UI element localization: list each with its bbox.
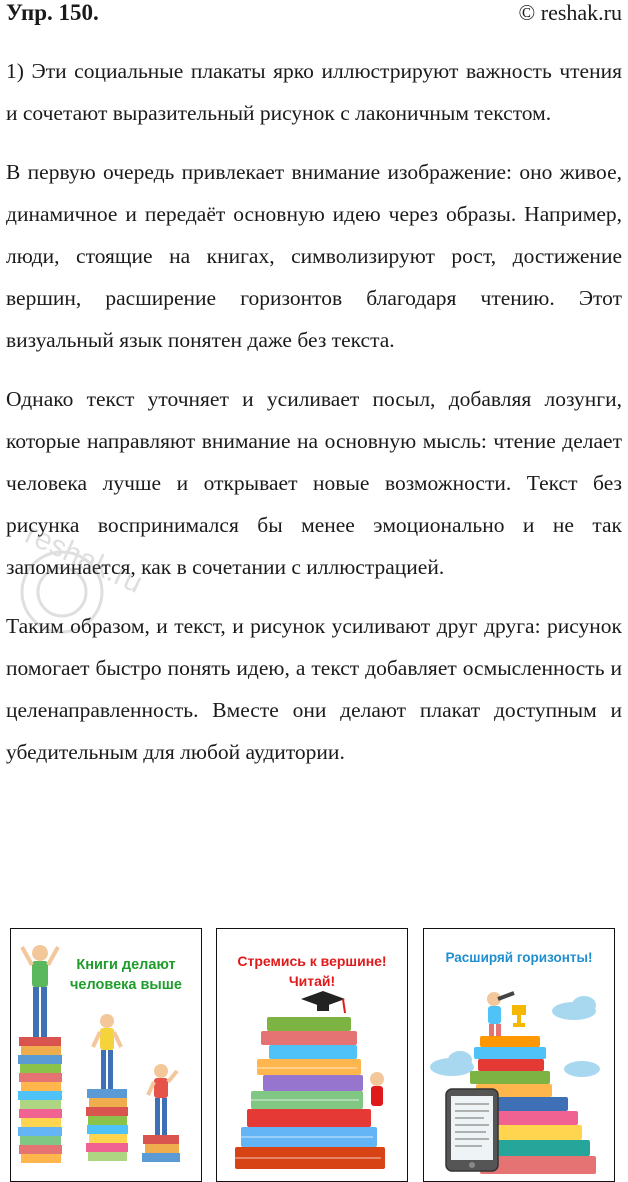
poster-books-make-taller xyxy=(10,928,202,1182)
poster-2-title-line-1: Стремись к вершине! xyxy=(237,953,387,969)
page-header xyxy=(6,0,622,30)
svg-text:reshak.ru: reshak.ru xyxy=(20,520,148,600)
answer-text xyxy=(6,50,622,790)
posters-row xyxy=(0,920,628,1182)
paragraph-1: 1) Эти социальные плакаты ярко иллюстрируют важность чтения и сочетают выразительный рисунок с лаконичным текстом. xyxy=(6,59,622,125)
watermark-logo xyxy=(0,520,160,650)
poster-1-title xyxy=(51,955,201,995)
poster-3-title: Расширяй горизонты! xyxy=(445,950,593,965)
poster-1-title-line-2: человека выше xyxy=(70,977,182,993)
paragraph-3: Однако текст уточняет и усиливает посыл, добавляя лозунги, которые направляют внимание на основную мысль: чтение делает человека лучше и открывает новые возможности. Текст без рисунка воспринимался бы менее эмоционально и не так запоминается, как в сочетании с иллюстрацией. xyxy=(6,387,622,579)
poster-2-title-line-2: Читай! xyxy=(288,973,336,989)
exercise-title: Упр. 150. xyxy=(6,0,99,25)
poster-2-title xyxy=(217,951,407,991)
paragraph-2: В первую очередь привлекает внимание изображение: оно живое, динамичное и передаёт основную идею через образы. Например, люди, стоящие на книгах, символизируют рост, достижение вершин, расширение горизонтов благодаря чтению. Этот визуальный язык понятен даже без текста. xyxy=(6,160,622,352)
poster-1-title-line-1: Книги делают xyxy=(76,957,176,973)
poster-strive-to-the-top xyxy=(216,928,408,1182)
poster-broaden-horizons xyxy=(423,928,615,1182)
source-credit: © reshak.ru xyxy=(518,0,622,25)
paragraph-4: Таким образом, и текст, и рисунок усиливают друг друга: рисунок помогает быстро понять идею, а текст добавляет осмысленность и целенаправленность. Вместе они делают плакат доступным и убедительным для любой аудитории. xyxy=(6,614,622,764)
